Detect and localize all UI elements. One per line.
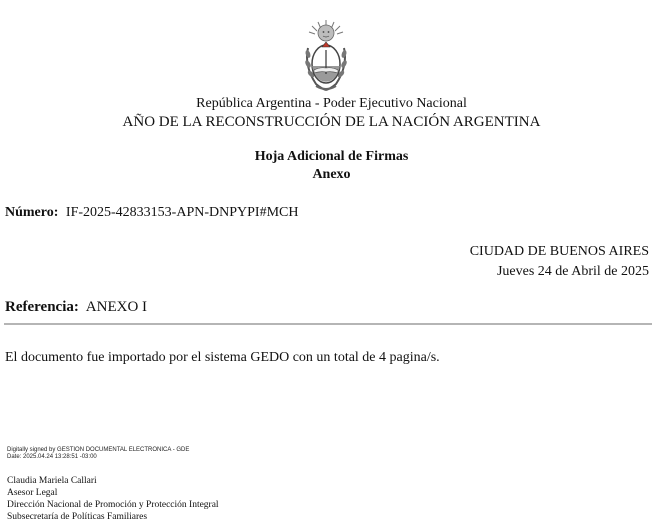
referencia-value: ANEXO I: [85, 299, 148, 315]
numero-label: Número:: [5, 205, 59, 220]
date: Jueves 24 de Abril de 2025: [496, 264, 649, 279]
argentina-coat-of-arms-icon: [300, 18, 352, 92]
divider: [4, 323, 652, 325]
document-number: [5, 205, 298, 221]
signer-secretariat: Subsecretaría de Políticas Familiares: [7, 512, 148, 522]
digital-signature-line: Digitally signed by GESTION DOCUMENTAL ELECTRONICA - GDE: [7, 447, 190, 453]
numero-value: IF-2025-42833153-APN-DNPYPI#MCH: [65, 205, 299, 220]
digital-signature-date: Date: 2025.04.24 13:28:51 -03:00: [7, 454, 97, 460]
document-subtitle: Anexo: [312, 167, 351, 182]
reference: [5, 299, 147, 316]
document-title: Hoja Adicional de Firmas: [254, 149, 409, 164]
signer-name: Claudia Mariela Callari: [7, 476, 97, 486]
referencia-label: Referencia:: [5, 299, 79, 315]
year-motto: AÑO DE LA RECONSTRUCCIÓN DE LA NACIÓN ARGENTINA: [122, 114, 541, 130]
signer-role: Asesor Legal: [7, 488, 58, 498]
city: CIUDAD DE BUENOS AIRES: [469, 244, 649, 259]
body-text: El documento fue importado por el sistema GEDO con un total de 4 pagina/s.: [5, 350, 440, 365]
signer-direction: Dirección Nacional de Promoción y Protección Integral: [7, 500, 219, 510]
republic-heading: República Argentina - Poder Ejecutivo Nacional: [196, 96, 467, 111]
